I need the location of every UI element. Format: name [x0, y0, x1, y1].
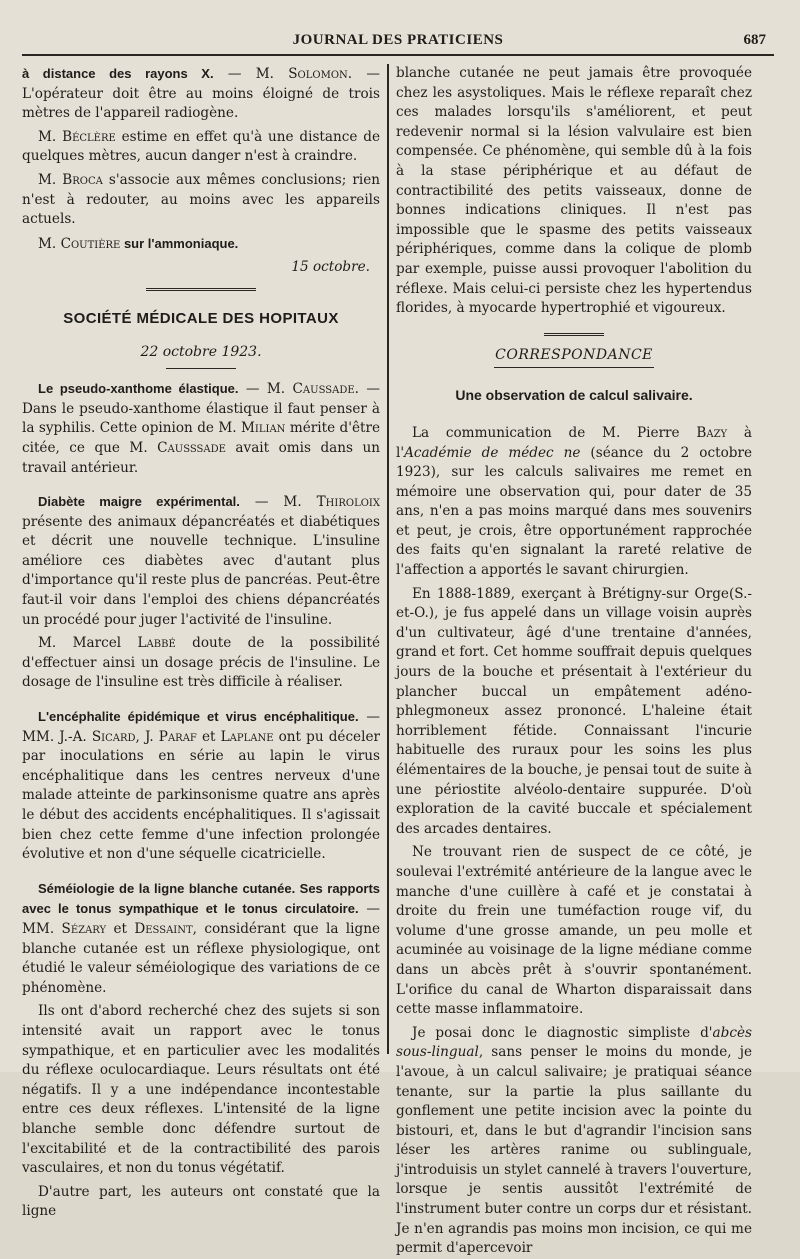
correspondance-title: CORRESPONDANCE [495, 346, 653, 363]
section-rule [544, 333, 604, 336]
page-header [22, 28, 774, 56]
section-date: 22 octobre 1923. [140, 343, 262, 360]
journal-title: JOURNAL DES PRATICIENS [292, 32, 504, 48]
title-rule [494, 367, 654, 368]
paragraph: La communication de M. Pierre Bazy à l'Académie de médec ne (séance du 2 octobre 1923), sur les calculs salivaires me remet en mémoire une observation qui, pour dater de 35 ans, n'en a pas moins marqué dans mes souvenirs et peut, je crois, être opportunément rapprochée des faits qu'en signalant la rareté relative de l'affection a apportés le savant chirurgien. [396, 424, 752, 579]
paragraph: Ils ont d'abord recherché chez des sujets si son intensité avait un rapport avec le tonus sympathique, et en particulier avec les modalités du réflexe oculocardiaque. Leurs résultats ont été négatifs. Il y a une indépendance incontestable entre ces deux réflexes. L'intensité de la ligne blanche semble donc défendre surtout de l'excitabilité et de la contractibilité des parois vasculaires, et non du tonus végétatif. [22, 1003, 380, 1177]
paragraph: En 1888-1889, exerçant à Brétigny-sur Orge(S.-et-O.), je fus appelé dans un village voisin auprès d'un cultivateur, âgé d'une trentaine d'années, grand et fort. Cet homme souffrait depuis quelques jours de la bouche et présentait à l'extérieur du plancher buccal un empâtement adéno-phlegmoneux assez prononcé. L'haleine était horriblement fétide. Connaissant l'incurie habituelle des ruraux pour les soins les plus élémentaires de la bouche, je pensai tout de suite à une périostite alvéolo-dentaire suppurée. D'où exploration de la cavité buccale et spécialement des arcades dentaires. [396, 585, 752, 837]
section-rule [146, 288, 256, 291]
paragraph: Diabète maigre expérimental. — M. Thiroloix présente des animaux dépancréatés et diabétiques et décrit une nouvelle technique. L'insuline améliore ces diabètes avec d'autant plus d'importance qu'il reste plus de pancréas. Peut-être faut-il voir dans l'emploi des chiens dépancréatés un procédé pour juger l'activité de l'insuline. [22, 494, 380, 628]
right-column [396, 64, 752, 1257]
paragraph: M. Marcel Labbé doute de la possibilité d'effectuer ainsi un dosage précis de l'insuline. Le dosage de l'insuline est très difficile à réaliser. [22, 635, 380, 691]
paragraph: Je posai donc le diagnostic simpliste d'abcès sous-lingual, sans penser le moins du monde, je l'avoue, à un calcul salivaire; je pratiquai séance tenante, sur la partie la plus saillante du gonflement une petite incision avec la pointe du bistouri, et, dans le but d'agrandir l'incision sans léser les artères ranime ou sublinguale, j'introduisis un stylet cannelé à travers l'ouverture, lorsque je sentis aussitôt l'extrémité de l'instrument buter contre un corps dur et résistant. Je n'en agrandis pas moins mon incision, ce qui me permit d'apercevoir [396, 1024, 752, 1257]
paragraph: Le pseudo-xanthome élastique. — M. Caussade. — Dans le pseudo-xanthome élastique il faut penser à la syphilis. Cette opinion de M. Milian mérite d'être citée, ce que M. Causssade avait omis dans un travail antérieur. [22, 381, 380, 476]
paragraph: D'autre part, les auteurs ont constaté que la ligne [22, 1183, 380, 1220]
session-date: 15 octobre. [291, 259, 370, 276]
left-column [22, 64, 381, 1220]
section-title: SOCIÉTÉ MÉDICALE DES HOPITAUX [63, 309, 339, 327]
paragraph: Séméiologie de la ligne blanche cutanée. Ses rapports avec le tonus sympathique et le tonus circulatoire. — MM. Sézary et Dessaint, considérant que la ligne blanche cutanée est un réflexe physiologique, ont étudié le valeur séméiologique des variations de ce phénomène. [22, 880, 380, 996]
page-number: 687 [743, 32, 766, 48]
column-divider [387, 64, 389, 1054]
paragraph: à distance des rayons X. — M. Solomon. — L'opérateur doit être au moins éloigné de trois mètres de l'appareil radiogène. [22, 66, 380, 122]
paragraph: Ne trouvant rien de suspect de ce côté, je soulevai l'extrémité antérieure de la langue avec le manche d'une cuillère à café et je constatai à droite du frein une tuméfaction rouge vif, du volume d'une grosse amande, un peu molle et acuminée au voisinage de la ligne médiane comme dans un abcès prêt à s'ouvrir spontanément. L'orifice du canal de Wharton disparaissait dans cette masse inflammatoire. [396, 844, 752, 1018]
article-title: Une observation de calcul salivaire. [455, 387, 693, 404]
date-rule [166, 368, 236, 369]
paragraph: M. Béclère estime en effet qu'à une distance de quelques mètres, aucun danger n'est à craindre. [22, 128, 380, 165]
paragraph: blanche cutanée ne peut jamais être provoquée chez les asystoliques. Mais le réflexe reparaît chez ces malades lorsqu'ils s'améliorent, et peut redevenir normal si la lésion valvulaire est bien compensée. Ce phénomène, qui semble dû à la fois à la stase périphérique et au défaut de contractibilité des petits vaisseaux, donne de bonnes indications cliniques. Il n'est pas impossible que le spasme des petits vaisseaux périphériques, comme dans la colique de plomb par exemple, puisse aussi provoquer l'abolition du réflexe. Mais celui-ci persiste chez les hypertendus florides, à myocarde hypertrophié et vigoureux. [396, 65, 752, 317]
paragraph: M. Coutière sur l'ammoniaque. [38, 235, 239, 252]
paragraph: M. Broca s'associe aux mêmes conclusions; rien n'est à redouter, au moins avec les appareils actuels. [22, 171, 381, 228]
paragraph: L'encéphalite épidémique et virus encéphalitique. — MM. J.-A. Sicard, J. Paraf et Laplane ont pu déceler par inoculations en série au lapin le virus encéphalitique dans les centres nerveux d'une malade atteinte de parkinsonisme quatre ans après le début des accidents encéphalitiques. Il s'agissait bien chez cette femme d'une infection prolongée évolutive et non d'une séquelle cicatricielle. [22, 709, 380, 863]
